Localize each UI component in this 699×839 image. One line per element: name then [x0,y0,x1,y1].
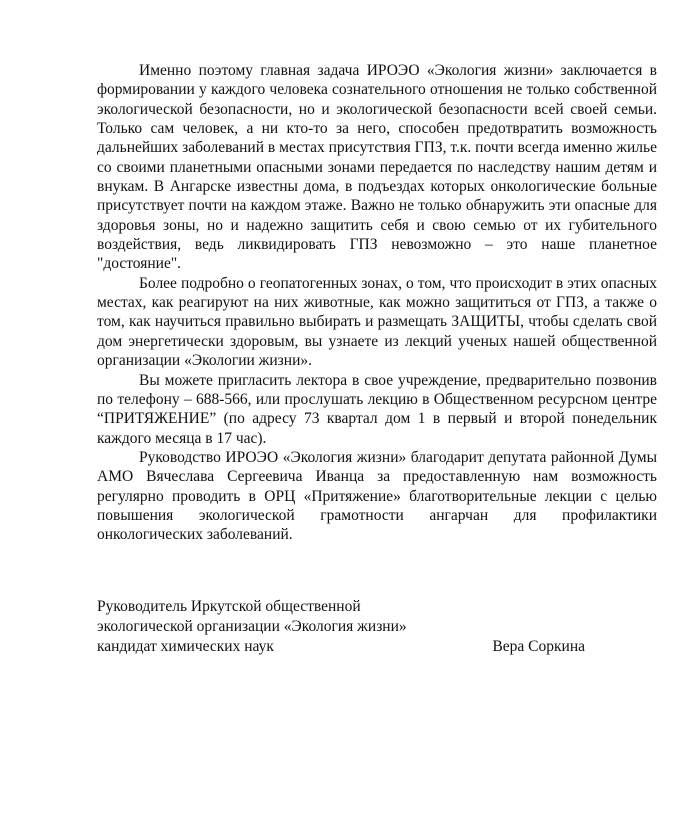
signature-name: Вера Соркина [492,638,585,655]
paragraph-invite: Вы можете пригласить лектора в свое учреждение, предварительно позвонив по телефону – 688-566, или прослушать лекцию в Общественном ресурсном центре “ПРИТЯЖЕНИЕ” (по адресу 73 квартал дом 1 в первый и второй понедельник каждого месяца в 17 час). [97,371,657,447]
paragraph-mission: Именно поэтому главная задача ИРОЭО «Экология жизни» заключается в формировании у каждого человека сознательного отношения не только собственной экологической безопасности, но и экологической безопасности всей своей семьи. Только сам человек, а ни кто-то за него, способен предотвратить возможность дальнейших заболеваний в местах присутствия ГПЗ, т.к. почти всегда именно жилье со своими планетными опасными зонами передается по наследству нашим детям и внукам. В Ангарске известны дома, в подъездах которых онкологические больные присутствует почти на каждом этаже. Важно не только обнаружить эти опасные для здоровья зоны, но и надежно защитить себя и свою семью от их губительного воздействия, ведь ликвидировать ГПЗ невозможно – это наше планетное "достояние". [97,62,657,273]
paragraph-lectures: Более подробно о геопатогенных зонах, о том, что происходит в этих опасных местах, как реагируют на них животные, как можно защититься от ГПЗ, а также о том, как научиться правильно выбирать и размещать ЗАЩИТЫ, чтобы сделать свой дом энергетически здоровым, вы узнаете из лекций ученых нашей общественной организации «Экологии жизни». [97,274,657,370]
paragraph-thanks: Руководство ИРОЭО «Экология жизни» благодарит депутата районной Думы АМО Вячеслава Сергеевича Иванца за предоставленную нам возможность регулярно проводить в ОРЦ «Притяжение» благотворительные лекции с целью повышения экологической грамотности ангарчан для профилактики онкологических заболеваний. [97,448,657,544]
signature-organization: экологической организации «Экология жизни» [97,618,407,635]
signature-degree-row [97,637,597,657]
signature-block [97,597,597,657]
signature-degree: кандидат химических наук [97,638,274,655]
document-body [97,61,657,545]
signature-position: Руководитель Иркутской общественной [97,598,361,615]
